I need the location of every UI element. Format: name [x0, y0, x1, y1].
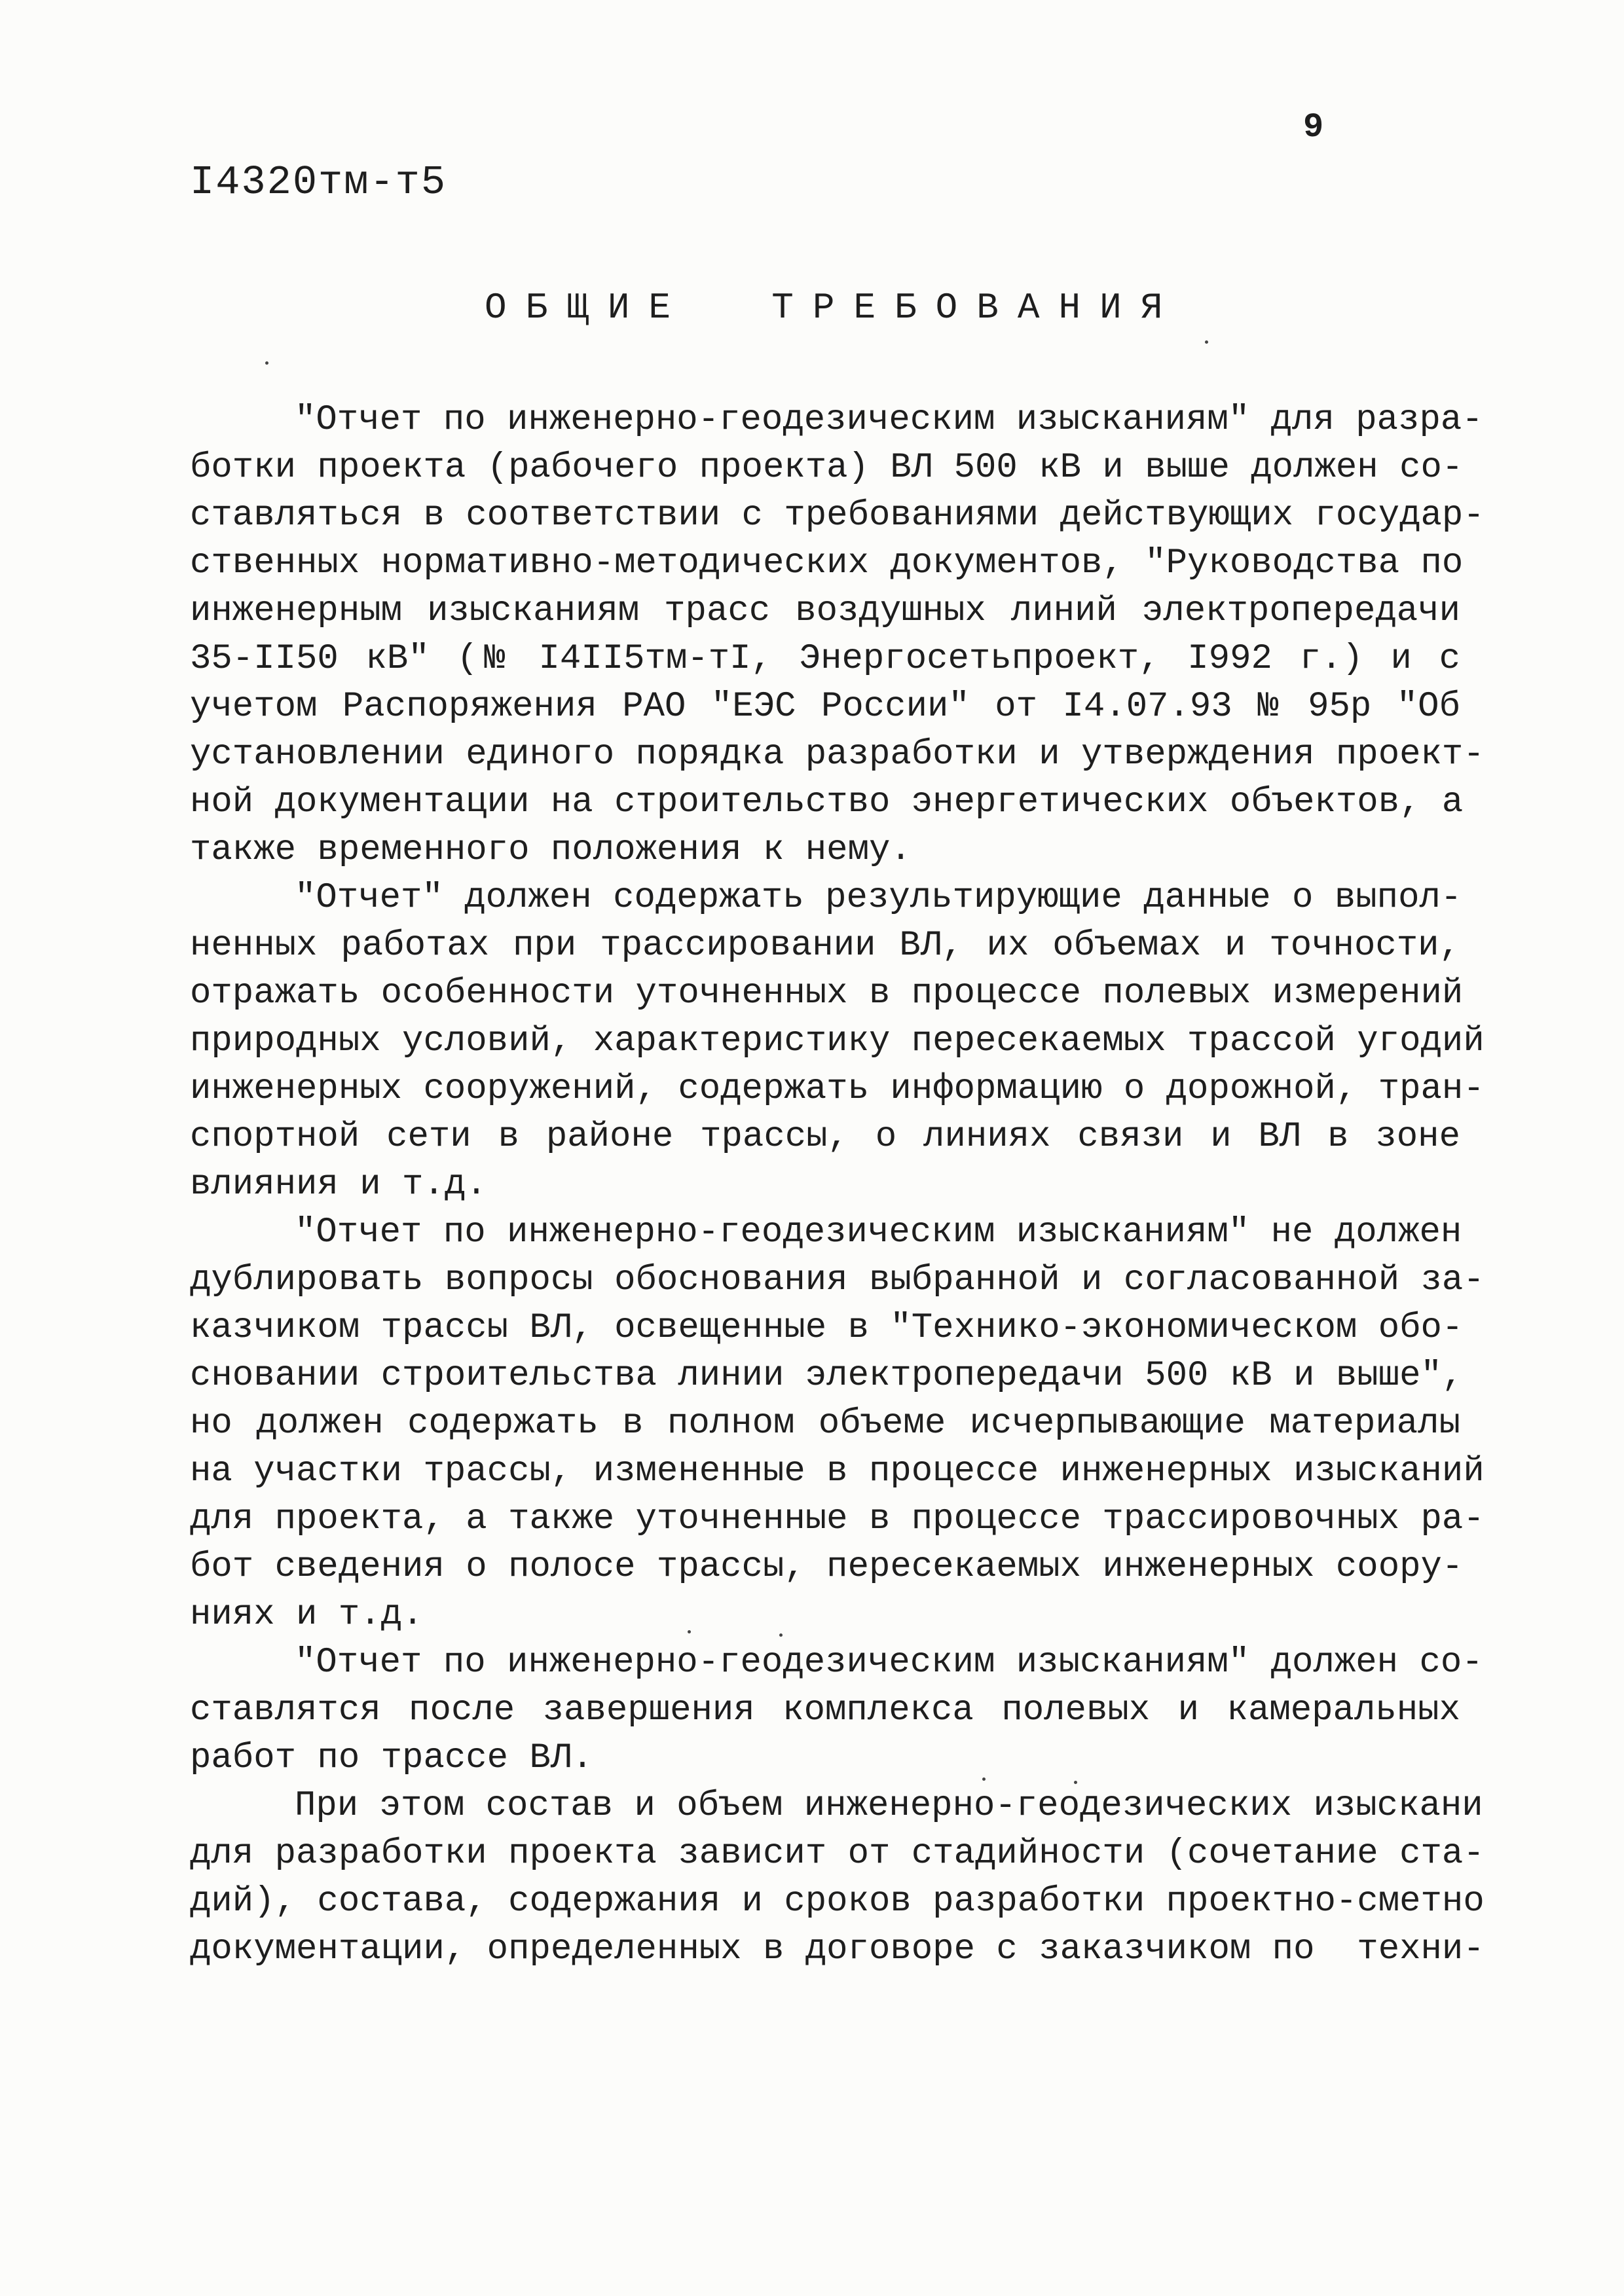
text-line: отражать особенности уточненных в процессе полевых измерений: [190, 974, 1464, 1013]
text-line: дублировать вопросы обоснования выбранной и согласованной за-: [190, 1260, 1485, 1300]
text-line: "Отчет по инженерно-геодезическим изысканиям" для разра-: [295, 400, 1483, 440]
scan-speck: [265, 361, 268, 365]
section-title: ОБЩИЕ ТРЕБОВАНИЯ: [485, 287, 1182, 329]
text-line: на участки трассы, измененные в процессе инженерных изысканий: [190, 1451, 1485, 1491]
text-line: инженерных сооружений, содержать информацию о дорожной, тран-: [190, 1069, 1485, 1109]
scan-speck: [1074, 1781, 1077, 1784]
body-text: [190, 396, 1485, 1973]
text-line: установлении единого порядка разработки и утверждения проект-: [190, 735, 1485, 774]
text-line: для проекта, а также уточненные в процессе трассировочных ра-: [190, 1499, 1485, 1539]
text-line: но должен содержать в полном объеме исчерпывающие материалы: [190, 1404, 1460, 1444]
text-line: учетом Распоряжения РАО "ЕЭС России" от I4.07.93 № 95р "Об: [190, 687, 1460, 727]
scan-speck: [982, 1777, 986, 1781]
text-line: сновании строительства линии электропередачи 500 кВ и выше",: [190, 1356, 1464, 1396]
text-line: ненных работах при трассировании ВЛ, их объемах и точности,: [190, 926, 1460, 966]
text-line: ставлятся после завершения комплекса полевых и камеральных: [190, 1690, 1460, 1730]
scan-speck: [779, 1633, 783, 1637]
scan-speck: [688, 1630, 691, 1633]
text-line: ниях и т.д.: [190, 1595, 424, 1635]
text-line: влияния и т.д.: [190, 1165, 487, 1205]
scan-speck: [1205, 340, 1208, 344]
text-line: работ по трассе ВЛ.: [190, 1738, 593, 1778]
text-line: документации, определенных в договоре с заказчиком по техни-: [190, 1929, 1485, 1969]
text-line: инженерным изысканиям трасс воздушных линий электропередачи: [190, 591, 1460, 631]
text-line: 35-II50 кВ" (№ I4II5тм-тI, Энергосетьпроект, I992 г.) и с: [190, 639, 1460, 679]
text-line: ставляться в соответствии с требованиями действующих государ-: [190, 496, 1485, 536]
text-line: для разработки проекта зависит от стадийности (сочетание ста-: [190, 1834, 1485, 1874]
text-line: природных условий, характеристику пересекаемых трассой угодий: [190, 1021, 1485, 1061]
text-line: "Отчет" должен содержать результирующие данные о выпол-: [295, 878, 1462, 918]
text-line: ной документации на строительство энергетических объектов, а: [190, 782, 1464, 822]
text-line: спортной сети в районе трассы, о линиях связи и ВЛ в зоне: [190, 1117, 1460, 1157]
document-code: I4320тм-т5: [190, 159, 447, 206]
text-line: дий), состава, содержания и сроков разработки проектно-сметно: [190, 1882, 1485, 1922]
text-line: также временного положения к нему.: [190, 830, 912, 870]
page-number: 9: [1303, 108, 1324, 147]
text-line: "Отчет по инженерно-геодезическим изысканиям" не должен: [295, 1212, 1462, 1252]
text-line: казчиком трассы ВЛ, освещенные в "Технико-экономическом обо-: [190, 1308, 1464, 1348]
text-line: ственных нормативно-методических документов, "Руководства по: [190, 543, 1464, 583]
text-line: "Отчет по инженерно-геодезическим изысканиям" должен со-: [295, 1643, 1483, 1683]
text-line: ботки проекта (рабочего проекта) ВЛ 500 кВ и выше должен со-: [190, 448, 1464, 488]
text-line: При этом состав и объем инженерно-геодезических изыскани: [295, 1786, 1483, 1826]
text-line: бот сведения о полосе трассы, пересекаемых инженерных соору-: [190, 1547, 1464, 1587]
